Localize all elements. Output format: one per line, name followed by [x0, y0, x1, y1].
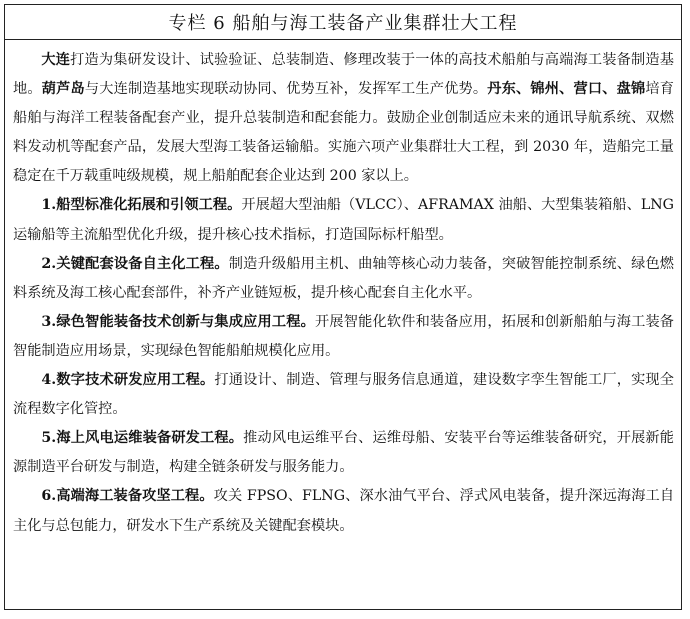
- item-heading: 1.船型标准化拓展和引领工程。: [41, 197, 242, 214]
- column-box: [4, 4, 682, 610]
- city-dalian: 大连: [41, 52, 71, 68]
- intro-text-2: 与大连制造基地实现联动协同、优势互补，发挥军工生产优势。: [84, 81, 488, 98]
- item-heading: 5.海上风电运维装备研发工程。: [41, 430, 244, 447]
- item-1: [13, 191, 674, 249]
- item-text: 攻关 FPSO、FLNG、深水油气平台、浮式风电装备，提升深远海海工自主化与总包能力，研发水下生产系统及关键配套模块。: [13, 488, 675, 534]
- intro-text-1: 打造为集研发设计、试验验证、总装制造、修理改装于一体的高技术船舶与高端海工装备制造基地。: [13, 52, 674, 98]
- item-text: 制造升级船用主机、曲轴等核心动力装备，突破智能控制系统、绿色燃料系统及海工核心配套部件，补齐产业链短板，提升核心配套自主化水平。: [13, 255, 674, 301]
- item-heading: 6.高端海工装备攻坚工程。: [41, 488, 214, 505]
- intro-paragraph: [13, 46, 674, 191]
- item-3: [13, 308, 674, 366]
- intro-text-3: 培育船舶与海洋工程装备配套产业，提升总装制造和配套能力。鼓励企业创制适应未来的通讯导航系统、双燃料发动机等配套产品，发展大型海工装备运输船。实施六项产业集群壮大工程，到 2030 年，造船完工量稳定在千万载重吨级规模，规上船舶配套企业达到 200 家以上。: [13, 81, 674, 185]
- item-6: [13, 482, 674, 540]
- column-title: 专栏 6 船舶与海工装备产业集群壮大工程: [5, 5, 681, 40]
- city-huludao: 葫芦岛: [41, 81, 85, 98]
- item-2: [13, 250, 674, 308]
- item-text: 开展智能化软件和装备应用，拓展和创新船舶与海工装备智能制造应用场景，实现绿色智能船舶规模化应用。: [13, 313, 674, 359]
- item-heading: 3.绿色智能装备技术创新与集成应用工程。: [41, 313, 315, 330]
- item-heading: 2.关键配套设备自主化工程。: [41, 255, 229, 272]
- column-content: [5, 40, 681, 541]
- item-heading: 4.数字技术研发应用工程。: [41, 372, 215, 389]
- cities-group: 丹东、锦州、营口、盘锦: [487, 81, 646, 98]
- item-text: 打通设计、制造、管理与服务信息通道，建设数字孪生智能工厂，实现全流程数字化管控。: [13, 372, 674, 418]
- item-text: 开展超大型油船（VLCC）、AFRAMAX 油船、大型集装箱船、LNG 运输船等主流船型优化升级，提升核心技术指标，打造国际标杆船型。: [13, 197, 674, 243]
- item-5: [13, 424, 674, 482]
- item-text: 推动风电运维平台、运维母船、安装平台等运维装备研究，开展新能源制造平台研发与制造，构建全链条研发与服务能力。: [13, 430, 674, 476]
- item-4: [13, 366, 674, 424]
